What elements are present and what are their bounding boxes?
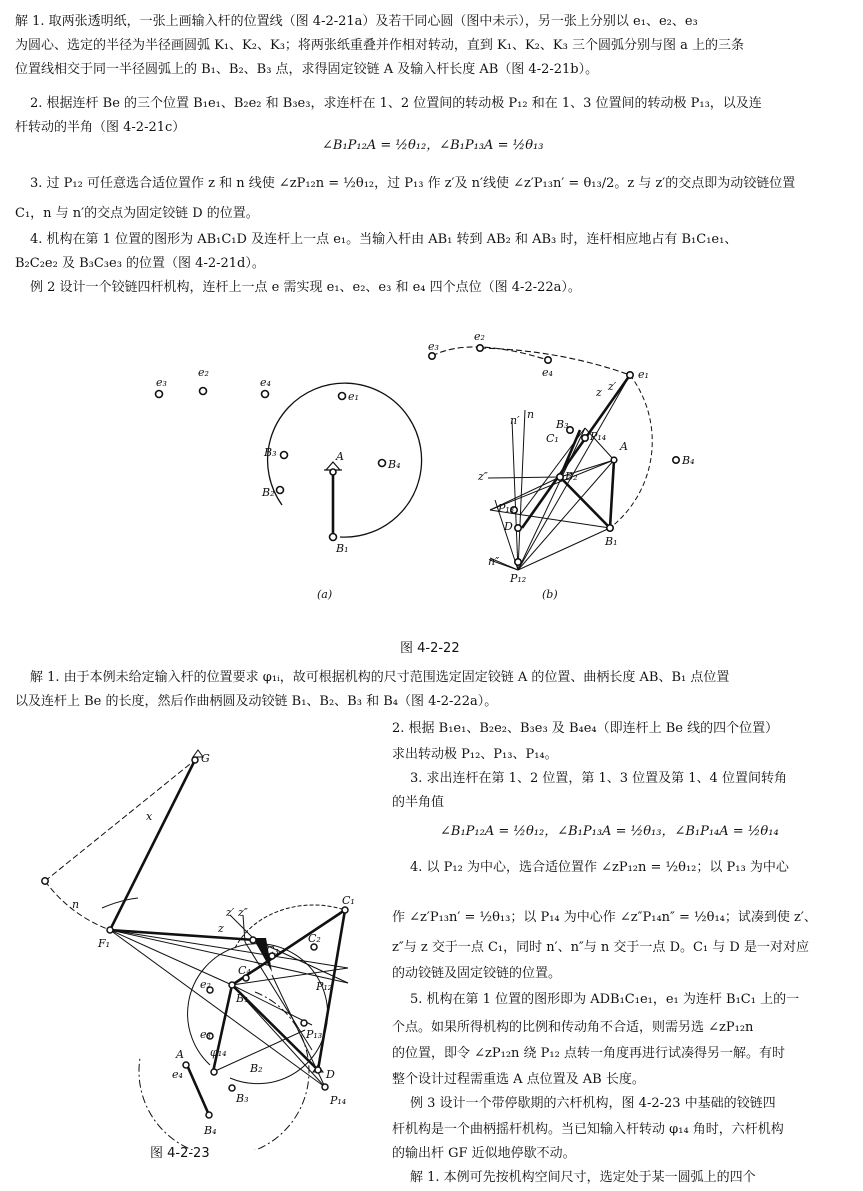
figure-caption: 图 4-2-22: [400, 641, 460, 656]
label: e₃: [200, 1028, 211, 1041]
text-line: 求出转动极 P₁₂、P₁₃、P₁₄。: [392, 747, 558, 762]
text-line: z″与 z 交于一点 C₁，同时 n′、n″与 n 交于一点 D。C₁ 与 D 是一对对应: [392, 940, 809, 955]
text-line: 5. 机构在第 1 位置的图形即为 ADB₁C₁e₁，e₁ 为连杆 B₁C₁ 上的一: [410, 992, 800, 1007]
label: C₁: [546, 432, 559, 445]
text-line: 例 3 设计一个带停歇期的六杆机构，图 4-2-23 中基础的铰链四: [410, 1096, 776, 1111]
text-line: 4. 机构在第 1 位置的图形为 AB₁C₁D 及连杆上一点 e₁。当输入杆由 AB₁ 转到 AB₂ 和 AB₃ 时，连杆相应地占有 B₁C₁e₁、: [30, 232, 738, 247]
subfig-label: (b): [542, 588, 558, 601]
label: e₁: [348, 390, 359, 403]
text-line: 解 1. 由于本例未给定输入杆的位置要求 φ₁ᵢ，故可根据机构的尺寸范围选定固定铰链 A 的位置、曲柄长度 AB、B₁ 点位置: [30, 670, 730, 685]
label: D: [504, 520, 513, 533]
text-line: C₁，n 与 n′的交点为固定铰链 D 的位置。: [15, 206, 259, 221]
text-line: 的半角值: [392, 795, 445, 810]
text-line: 4. 以 P₁₂ 为中心，选合适位置作 ∠zP₁₂n = ½θ₁₂；以 P₁₃ 为中心: [410, 860, 789, 875]
text-line: 解 1. 取两张透明纸，一张上画输入杆的位置线（图 4-2-21a）及若干同心圆（图中未示），另一张上分别以 e₁、e₂、e₃: [15, 14, 698, 29]
text-line: 的输出杆 GF 近似地停歇不动。: [392, 1146, 576, 1161]
label: C₂: [308, 932, 321, 945]
label: P₁₂: [510, 572, 527, 585]
label: z″: [238, 906, 248, 919]
text-line: 的位置，即令 ∠zP₁₂n 绕 P₁₂ 点转一角度再进行试凑得另一解。有时: [392, 1046, 785, 1061]
label: A: [176, 1048, 184, 1061]
figure-4-2-23: [0, 720, 390, 1150]
label: P₁₃: [306, 1028, 323, 1041]
label: z′: [608, 380, 617, 393]
label: e₂: [198, 366, 209, 379]
text-line: 为圆心、选定的半径为半径画圆弧 K₁、K₂、K₃；将两张纸重叠并作相对转动，直到 K₁、K₂、K₃ 三个圆弧分别与图 a 上的三条: [15, 38, 744, 53]
label: z: [596, 386, 602, 399]
label: z′: [226, 906, 235, 919]
label: P₁₃: [498, 502, 515, 515]
text-line: 以及连杆上 Be 的长度，然后作曲柄圆及动铰链 B₁、B₂、B₃ 和 B₄（图 4-2-22a）。: [15, 694, 498, 709]
label: e₃: [428, 340, 439, 353]
label: B₁: [605, 535, 618, 548]
subfig-label: (a): [317, 588, 333, 601]
text-line: 杆转动的半角（图 4-2-21c）: [15, 120, 186, 135]
label: e₄: [260, 376, 271, 389]
label: x: [146, 810, 153, 823]
label: n″: [488, 555, 500, 568]
text-line: 例 2 设计一个铰链四杆机构，连杆上一点 e 需实现 e₁、e₂、e₃ 和 e₄ 四个点位（图 4-2-22a）。: [30, 280, 581, 295]
label: P₁₂: [316, 980, 333, 993]
label: B₄: [388, 458, 401, 471]
text-line: 个点。如果所得机构的比例和传动角不合适，则需另选 ∠zP₁₂n: [392, 1020, 754, 1035]
label: A: [336, 450, 344, 463]
label: n: [72, 898, 80, 911]
label: n′: [510, 414, 520, 427]
text-line: 解 1. 本例可先按机构空间尺寸，选定处于某一圆弧上的四个: [410, 1170, 756, 1185]
label: B₄: [204, 1124, 217, 1137]
label: B₁: [236, 992, 249, 1005]
label: A: [620, 440, 628, 453]
label: G: [201, 752, 210, 765]
label: B₂: [565, 470, 578, 483]
text-line: 2. 根据连杆 Be 的三个位置 B₁e₁、B₂e₂ 和 B₃e₃，求连杆在 1、2 位置间的转动极 P₁₂ 和在 1、3 位置间的转动极 P₁₃，以及连: [30, 96, 762, 111]
label: B₄: [682, 454, 695, 467]
label: e₄: [172, 1068, 183, 1081]
label: D: [326, 1068, 335, 1081]
label: φ₁₄: [210, 1046, 227, 1059]
text-line: 2. 根据 B₁e₁、B₂e₂、B₃e₃ 及 B₄e₄（即连杆上 Be 线的四个位置）: [392, 721, 779, 736]
label: n: [527, 408, 535, 421]
label: e₂: [474, 330, 485, 343]
label: e₄: [542, 366, 553, 379]
text-line: 的动铰链及固定铰链的位置。: [392, 966, 562, 981]
label: C₁: [342, 894, 355, 907]
label: e₃: [156, 376, 167, 389]
label: e₁: [256, 936, 267, 949]
text-line: 整个设计过程需重选 A 点位置及 AB 长度。: [392, 1072, 645, 1087]
label: B₃: [264, 446, 277, 459]
label: z″: [478, 470, 488, 483]
text-line: 3. 求出连杆在第 1、2 位置，第 1、3 位置及第 1、4 位置间转角: [410, 771, 787, 786]
figure-caption: 图 4-2-23: [150, 1146, 210, 1161]
label: P₁₄: [330, 1094, 347, 1107]
label: C₃: [266, 944, 279, 957]
text-line: 作 ∠z′P₁₃n′ = ½θ₁₃；以 P₁₄ 为中心作 ∠z″P₁₄n″ = ½θ₁₄；试凑到使 z′、: [392, 910, 817, 925]
text-line: 杆机构是一个曲柄摇杆机构。当已知输入杆转动 φ₁₄ 角时，六杆机构: [392, 1122, 784, 1137]
formula-2: ∠B₁P₁₂A = ½θ₁₂，∠B₁P₁₃A = ½θ₁₃，∠B₁P₁₄A = ½θ₁₄: [440, 824, 779, 839]
label: P₁₄: [590, 430, 607, 443]
label: B₁: [336, 542, 349, 555]
formula-1: ∠B₁P₁₂A = ½θ₁₂，∠B₁P₁₃A = ½θ₁₃: [322, 138, 544, 153]
label: z: [218, 922, 224, 935]
figure-4-2-22a: [0, 300, 863, 640]
label: B₃: [556, 418, 569, 431]
label: B₃: [236, 1092, 249, 1105]
text-line: 位置线相交于同一半径圆弧上的 B₁、B₂、B₃ 点，求得固定铰链 A 及输入杆长度 AB（图 4-2-21b）。: [15, 62, 599, 77]
label: B₂: [262, 486, 275, 499]
label: C₄: [238, 964, 251, 977]
text-line: B₂C₂e₂ 及 B₃C₃e₃ 的位置（图 4-2-21d）。: [15, 256, 265, 271]
label: F₁: [98, 937, 111, 950]
label: B₂: [250, 1062, 263, 1075]
label: e₂: [200, 978, 211, 991]
label: e₁: [638, 368, 649, 381]
text-line: 3. 过 P₁₂ 可任意选合适位置作 z 和 n 线使 ∠zP₁₂n = ½θ₁₂，过 P₁₃ 作 z′及 n′线使 ∠z′P₁₃n′ = θ₁₃/2。z 与 z′的交点即为动铰链位置: [30, 176, 796, 191]
